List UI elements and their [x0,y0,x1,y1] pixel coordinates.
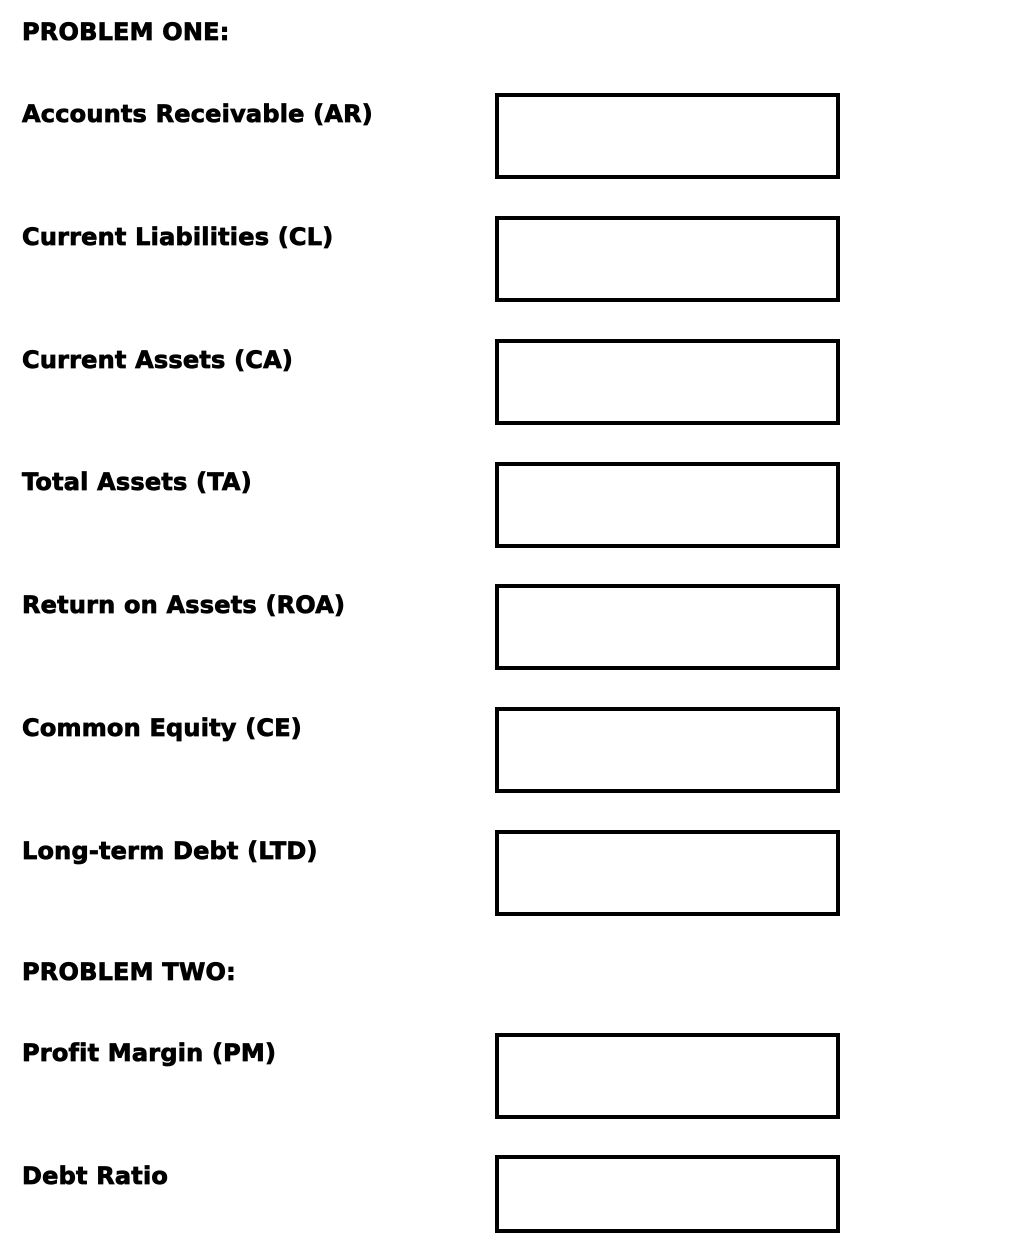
debt-ratio-label: Debt Ratio [22,1162,169,1190]
return-on-assets-input[interactable] [495,584,840,670]
total-assets-input[interactable] [495,462,840,548]
total-assets-label: Total Assets (TA) [22,468,252,496]
current-liabilities-label: Current Liabilities (CL) [22,223,334,251]
accounts-receivable-input[interactable] [495,93,840,179]
profit-margin-label: Profit Margin (PM) [22,1039,277,1067]
problem-one-heading: PROBLEM ONE: [22,18,230,46]
problem-two-heading: PROBLEM TWO: [22,958,236,986]
debt-ratio-input[interactable] [495,1155,840,1233]
current-assets-input[interactable] [495,339,840,425]
accounts-receivable-label: Accounts Receivable (AR) [22,100,373,128]
current-liabilities-input[interactable] [495,216,840,302]
profit-margin-input[interactable] [495,1033,840,1119]
common-equity-label: Common Equity (CE) [22,714,302,742]
current-assets-label: Current Assets (CA) [22,346,294,374]
common-equity-input[interactable] [495,707,840,793]
return-on-assets-label: Return on Assets (ROA) [22,591,346,619]
long-term-debt-label: Long-term Debt (LTD) [22,837,318,865]
long-term-debt-input[interactable] [495,830,840,916]
